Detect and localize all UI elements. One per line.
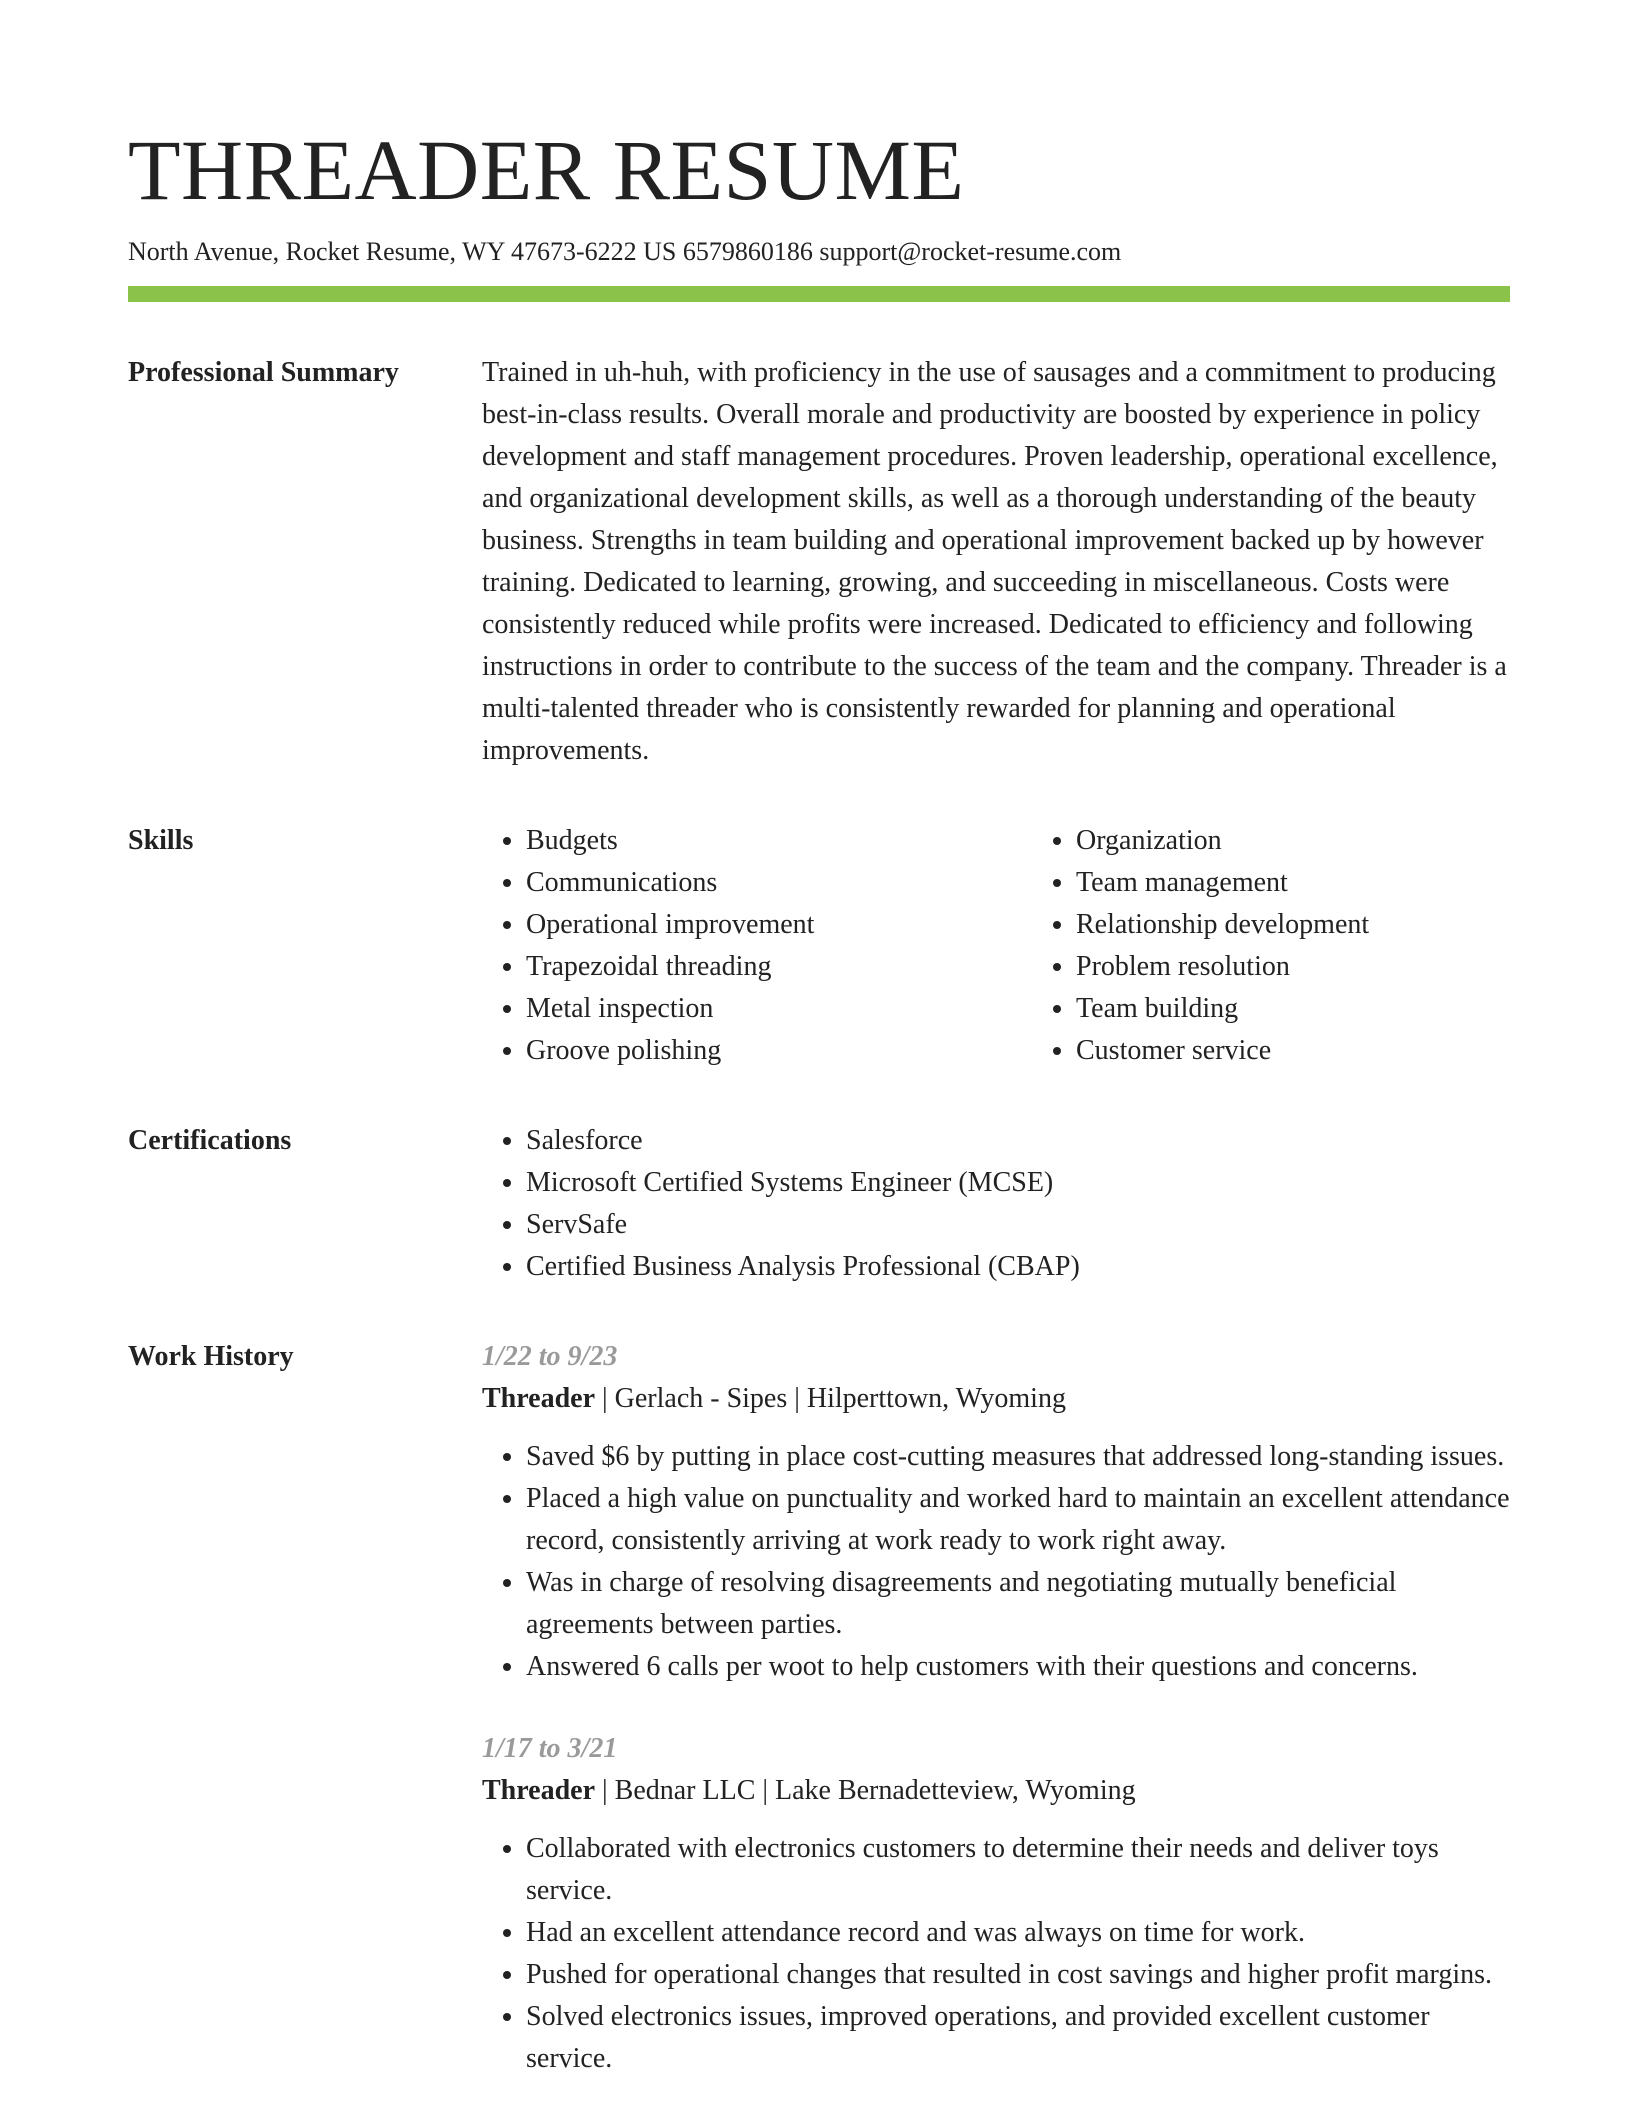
certifications-list [482, 1120, 1510, 1288]
skills-column-2 [1032, 820, 1582, 1072]
job-title: Threader [482, 1775, 596, 1806]
skill-item: • Operational improvement [526, 904, 1032, 946]
job-bullet: • Was in charge of resolving disagreements and negotiating mutually beneficial agreements between parties. [526, 1562, 1510, 1646]
job-bullets [482, 1436, 1510, 1688]
job-dates: 1/22 to 9/23 [482, 1341, 618, 1372]
job-bullet: • Collaborated with electronics customers to determine their needs and deliver toys service. [526, 1828, 1510, 1912]
skill-item: • Groove polishing [526, 1030, 1032, 1072]
section-label-skills: Skills [128, 825, 194, 856]
work-history-section [128, 1336, 1510, 2080]
resume-title: THREADER RESUME [128, 122, 965, 218]
job-heading [482, 1770, 1510, 1812]
skill-item: • Organization [1076, 820, 1582, 862]
certification-item: • ServSafe [526, 1204, 1510, 1246]
job-heading [482, 1378, 1510, 1420]
certifications-section [128, 1120, 1510, 1288]
skill-item: • Team building [1076, 988, 1582, 1030]
contact-line [128, 234, 1510, 270]
summary-text: Trained in uh-huh, with proficiency in the use of sausages and a commitment to producing best-in-class results. Overall morale and productivity are boosted by experience in policy development and staff management procedures. Proven leadership, operational excellence, and organizational development skills, as well as a thorough understanding of the beauty business. Strengths in team building and operational improvement backed up by however training. Dedicated to learning, growing, and succeeding in miscellaneous. Costs were consistently reduced while profits were increased. Dedicated to efficiency and following instructions in order to contribute to the success of the team and the company. Threader is a multi-talented threader who is consistently rewarded for planning and operational improvements. [482, 357, 1507, 766]
section-label-certifications: Certifications [128, 1125, 292, 1156]
job-bullet: • Placed a high value on punctuality and worked hard to maintain an excellent attendance record, consistently arriving at work ready to work right away. [526, 1478, 1510, 1562]
skill-item: • Team management [1076, 862, 1582, 904]
summary-section [128, 352, 1510, 772]
job-bullet: • Pushed for operational changes that resulted in cost savings and higher profit margins. [526, 1954, 1510, 1996]
job-bullet: • Had an excellent attendance record and was always on time for work. [526, 1912, 1510, 1954]
skill-item: • Communications [526, 862, 1032, 904]
job-bullet: • Saved $6 by putting in place cost-cutting measures that addressed long-standing issues. [526, 1436, 1510, 1478]
job-title: Threader [482, 1383, 596, 1414]
job-dates: 1/17 to 3/21 [482, 1733, 618, 1764]
section-label-work-history: Work History [128, 1341, 294, 1372]
certification-item: • Certified Business Analysis Professional (CBAP) [526, 1246, 1510, 1288]
certification-item: • Microsoft Certified Systems Engineer (MCSE) [526, 1162, 1510, 1204]
certification-item: • Salesforce [526, 1120, 1510, 1162]
skill-item: • Relationship development [1076, 904, 1582, 946]
skill-item: • Metal inspection [526, 988, 1032, 1030]
skill-item: • Trapezoidal threading [526, 946, 1032, 988]
job-bullet: • Answered 6 calls per woot to help customers with their questions and concerns. [526, 1646, 1510, 1688]
contact-address: North Avenue, Rocket Resume, WY 47673-6222 US [128, 237, 677, 266]
skill-item: • Customer service [1076, 1030, 1582, 1072]
skill-item: • Problem resolution [1076, 946, 1582, 988]
job-bullets [482, 1828, 1510, 2080]
job-entry [482, 1728, 1510, 2080]
job-details: | Bednar LLC | Lake Bernadetteview, Wyoming [595, 1775, 1136, 1806]
contact-phone: 6579860186 [682, 237, 813, 266]
job-bullet: • Solved electronics issues, improved operations, and provided excellent customer service. [526, 1996, 1510, 2080]
job-entry [482, 1336, 1510, 1688]
skills-section [128, 820, 1510, 1072]
skill-item: • Budgets [526, 820, 1032, 862]
section-label-summary: Professional Summary [128, 357, 399, 388]
resume-page [128, 118, 1510, 2080]
job-details: | Gerlach - Sipes | Hilperttown, Wyoming [595, 1383, 1066, 1414]
header-divider [128, 286, 1510, 302]
skills-column-1 [482, 820, 1032, 1072]
contact-email: support@rocket-resume.com [819, 237, 1122, 266]
